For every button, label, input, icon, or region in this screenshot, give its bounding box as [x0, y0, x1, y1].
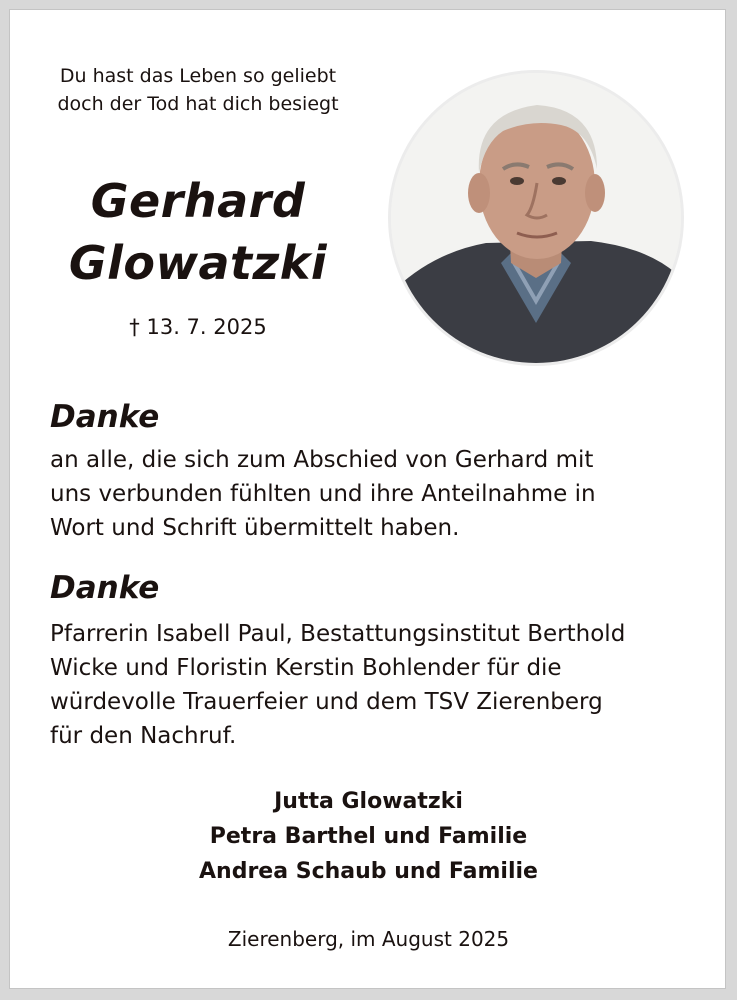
text-line: für den Nachruf. — [50, 723, 237, 749]
text-line: uns verbunden fühlten und ihre Anteilnahme in — [50, 481, 596, 507]
text-line: Pfarrerin Isabell Paul, Bestattungsinstitut Berthold — [50, 621, 626, 647]
thanks-text-1 — [50, 443, 700, 545]
text-line: Wicke und Floristin Kerstin Bohlender für die — [50, 655, 562, 681]
signer: Petra Barthel und Familie — [209, 824, 528, 849]
signer: Jutta Glowatzki — [274, 789, 463, 814]
portrait-illustration — [391, 73, 681, 363]
text-line: an alle, die sich zum Abschied von Gerhard mit — [50, 447, 594, 473]
thanks-text-2 — [50, 617, 700, 753]
deceased-name — [0, 170, 396, 294]
motto — [0, 62, 396, 118]
place-date: Zierenberg, im August 2025 — [227, 927, 510, 951]
motto-line: Du hast das Leben so geliebt — [59, 65, 337, 87]
signer: Andrea Schaub und Familie — [199, 859, 538, 884]
thanks-heading-2: Danke — [50, 570, 160, 606]
portrait-photo — [388, 70, 684, 366]
last-name: Glowatzki — [68, 236, 328, 290]
text-line: würdevolle Trauerfeier und dem TSV Zierenberg — [50, 689, 603, 715]
death-date: † 13. 7. 2025 — [129, 315, 267, 339]
signers — [0, 784, 737, 889]
first-name: Gerhard — [90, 174, 306, 228]
text-line: Wort und Schrift übermittelt haben. — [50, 515, 460, 541]
thanks-heading-1: Danke — [50, 399, 160, 435]
motto-line: doch der Tod hat dich besiegt — [57, 93, 339, 115]
